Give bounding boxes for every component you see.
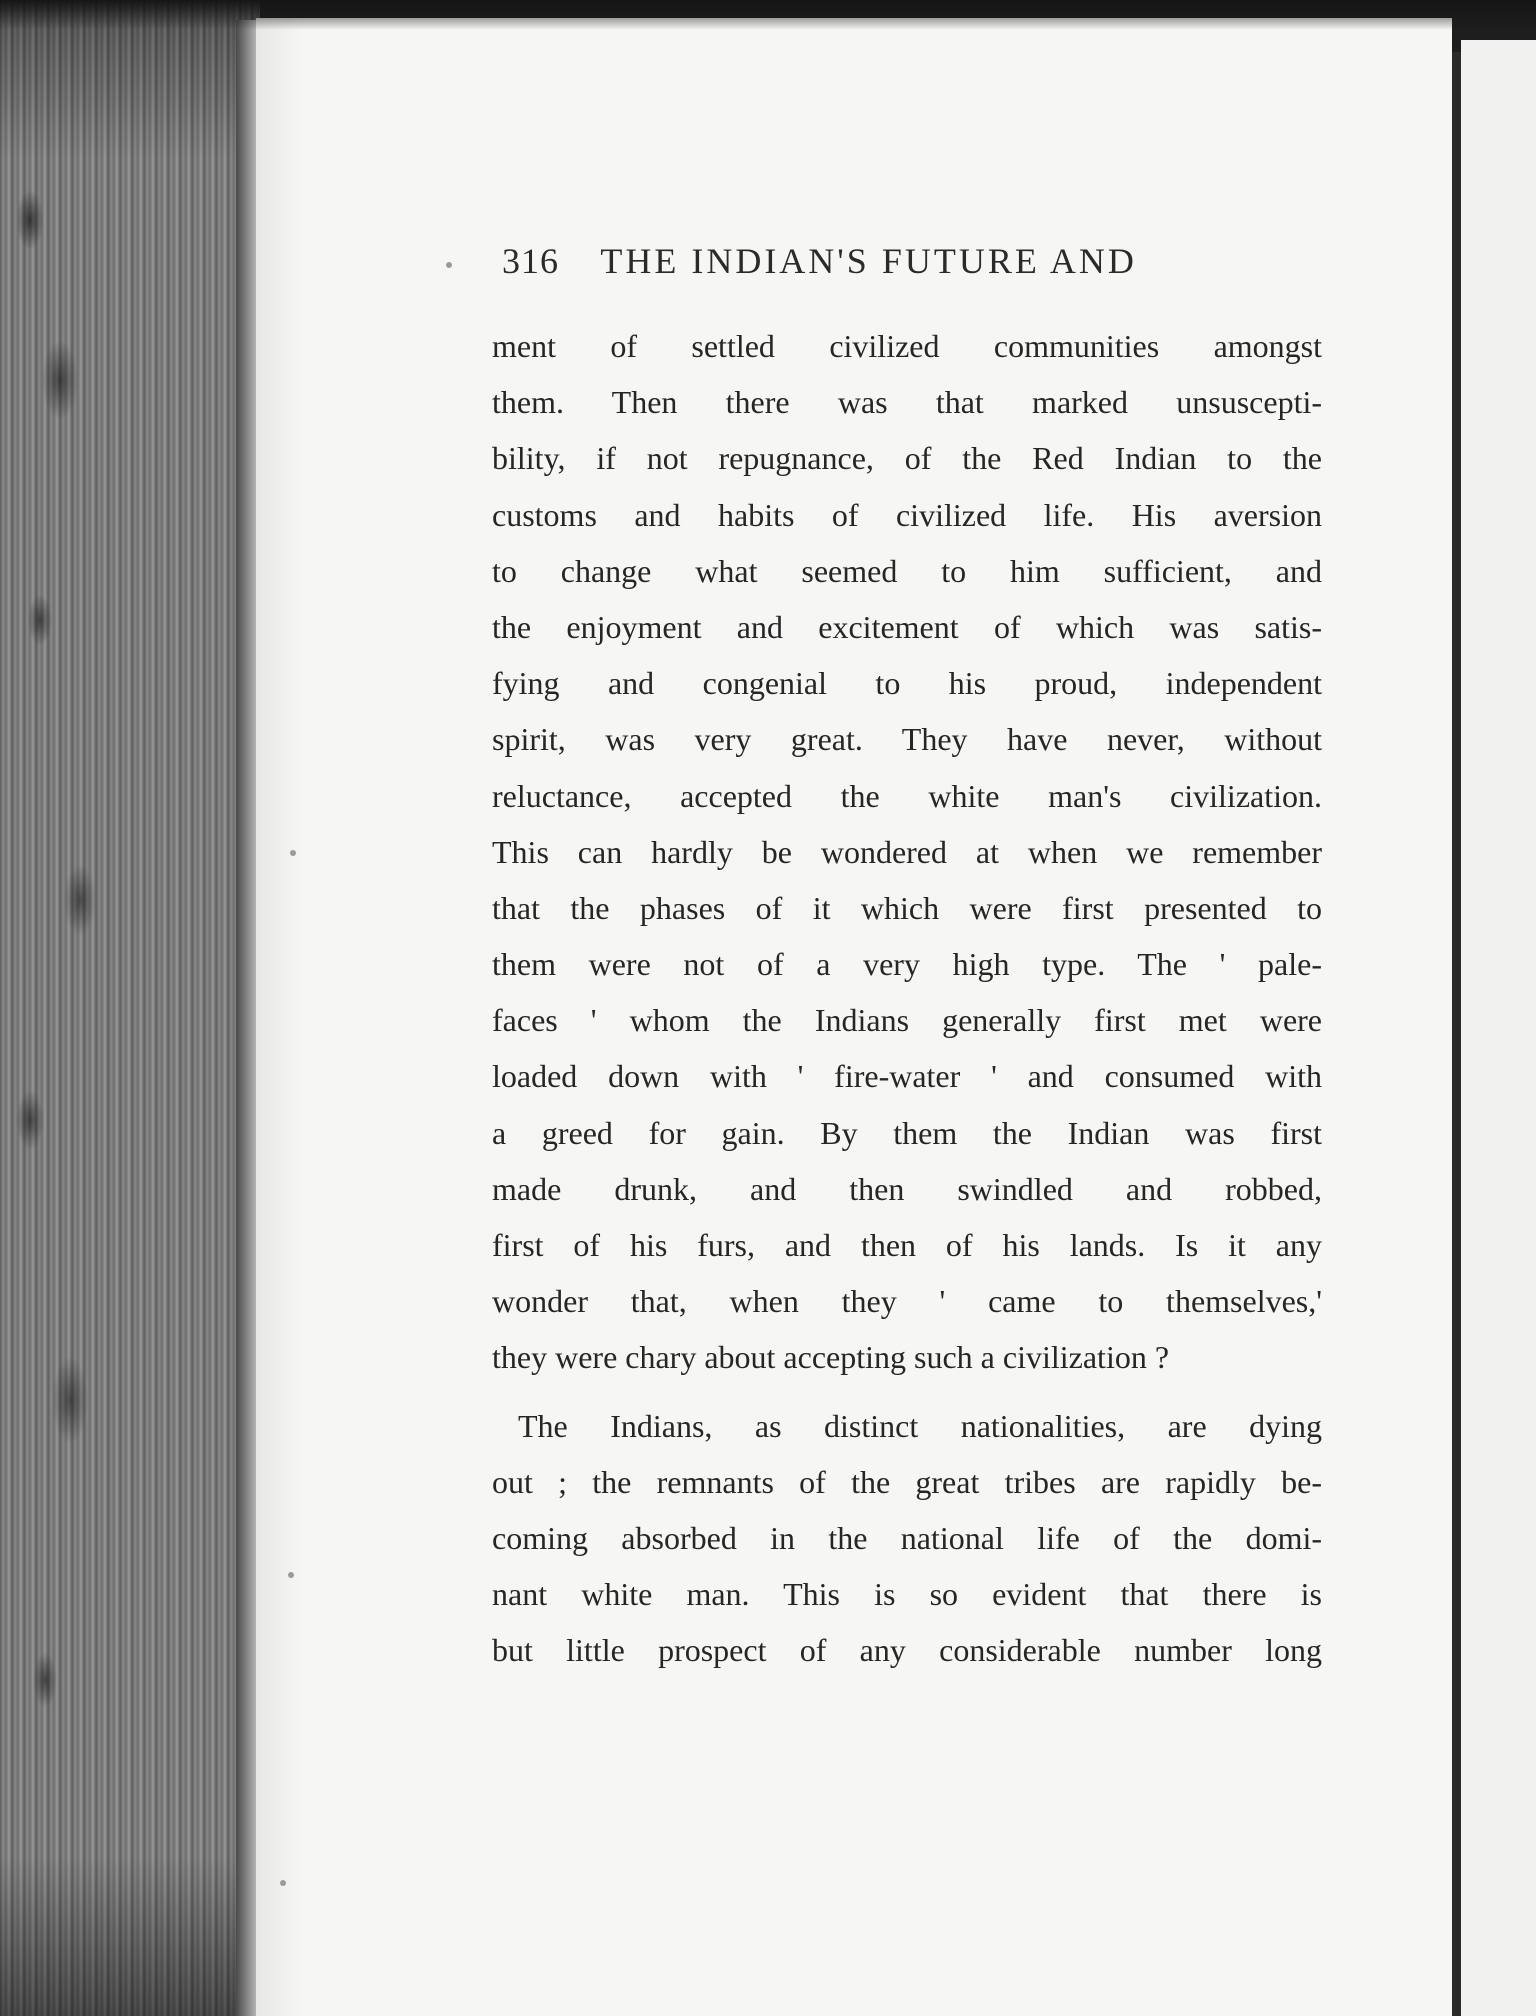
text-line: the enjoyment and excitement of which was satis- (492, 608, 1322, 645)
running-header (502, 240, 1262, 300)
text-line: reluctance, accepted the white man's civilization. (492, 777, 1322, 814)
top-shadow (0, 0, 1536, 30)
speck (288, 1572, 294, 1578)
text-line: made drunk, and then swindled and robbed, (492, 1170, 1322, 1207)
text-line: faces ' whom the Indians generally first met were (492, 1002, 1322, 1039)
text-line: them. Then there was that marked unsuscepti- (492, 384, 1322, 421)
text-line: customs and habits of civilized life. His aversion (492, 496, 1322, 533)
text-line: nant white man. This is so evident that there is (492, 1576, 1322, 1613)
text-line: spirit, was very great. They have never, without (492, 721, 1322, 758)
paragraph-gap (492, 1386, 1322, 1398)
text-line: to change what seemed to him sufficient, and (492, 552, 1322, 589)
text-line: wonder that, when they ' came to themselves,' (492, 1283, 1322, 1320)
text-line: they were chary about accepting such a civilization ? (492, 1339, 1170, 1376)
text-line: bility, if not repugnance, of the Red Indian to the (492, 440, 1322, 477)
facing-page (1461, 40, 1536, 2016)
text-line: that the phases of it which were first presented to (492, 889, 1322, 926)
text-line: ment of settled civilized communities amongst (492, 328, 1322, 364)
text-line: fying and congenial to his proud, independent (492, 665, 1322, 702)
page-edges-stack (0, 0, 260, 2016)
right-page-edge (1452, 52, 1461, 2016)
paragraph (492, 1398, 1322, 1679)
speck (446, 262, 452, 268)
paragraph (492, 318, 1322, 1386)
text-line: a greed for gain. By them the Indian was first (492, 1114, 1322, 1151)
text-line: The Indians, as distinct nationalities, are dying (518, 1407, 1322, 1444)
text-line: but little prospect of any considerable number long (492, 1632, 1322, 1669)
running-title: THE INDIAN'S FUTURE AND (600, 241, 1137, 281)
text-line: them were not of a very high type. The ' pale- (492, 946, 1322, 983)
text-line: first of his furs, and then of his lands. Is it any (492, 1227, 1322, 1263)
body-text (492, 318, 1322, 1679)
text-line: This can hardly be wondered at when we remember (492, 833, 1322, 870)
page-number: 316 (502, 241, 559, 281)
text-line: out ; the remnants of the great tribes are rapidly be- (492, 1463, 1322, 1500)
text-line: loaded down with ' fire-water ' and consumed with (492, 1058, 1322, 1095)
speck (290, 850, 296, 856)
text-line: coming absorbed in the national life of the domi- (492, 1519, 1322, 1556)
speck (280, 1880, 286, 1886)
